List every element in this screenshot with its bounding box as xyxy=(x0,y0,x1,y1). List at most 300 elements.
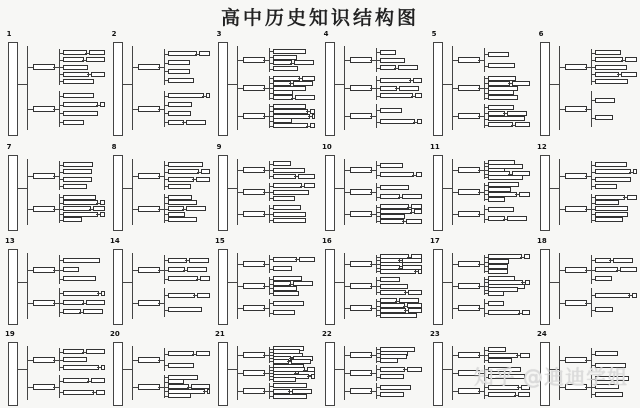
panel-number: 11 xyxy=(430,143,440,151)
connector-line xyxy=(376,161,377,180)
connector-line xyxy=(27,253,28,319)
connector-line xyxy=(376,104,377,128)
topic-node xyxy=(33,384,55,390)
detail-node xyxy=(186,120,206,125)
subtopic-node xyxy=(380,358,398,363)
subtopic-node xyxy=(273,190,309,195)
panel-number: 4 xyxy=(323,30,329,38)
topic-node xyxy=(350,305,372,311)
topic-node xyxy=(138,357,160,363)
topic-node xyxy=(458,167,480,173)
detail-node xyxy=(100,102,105,107)
detail-node xyxy=(100,200,105,205)
topic-node xyxy=(33,206,55,212)
topic-node xyxy=(565,267,587,273)
subtopic-node xyxy=(595,177,631,182)
detail-node xyxy=(408,290,422,295)
subtopic-node xyxy=(63,217,82,222)
subtopic-node xyxy=(63,93,94,98)
topic-node xyxy=(565,173,587,179)
topic-node xyxy=(350,388,372,394)
detail-node xyxy=(524,254,530,259)
subtopic-node xyxy=(595,50,621,55)
connector-line xyxy=(585,303,591,304)
connector-line xyxy=(559,253,560,319)
subtopic-node xyxy=(595,169,631,174)
connector-line xyxy=(585,176,591,177)
mind-map-panel xyxy=(322,237,422,327)
panel-topic-bar xyxy=(325,155,335,231)
connector-line xyxy=(478,116,484,117)
subtopic-node xyxy=(63,184,87,189)
connector-line xyxy=(263,264,269,265)
topic-node xyxy=(243,189,265,195)
panel-topic-bar xyxy=(540,42,550,136)
subtopic-node xyxy=(595,162,627,167)
subtopic-node xyxy=(273,161,291,166)
topic-node xyxy=(33,64,55,70)
topic-node xyxy=(243,305,265,311)
panel-number: 15 xyxy=(215,237,225,245)
panel-number: 7 xyxy=(6,143,12,151)
subtopic-node xyxy=(63,102,98,107)
topic-node xyxy=(350,283,372,289)
connector-line xyxy=(263,308,269,309)
subtopic-node xyxy=(488,301,504,306)
mind-map-panel xyxy=(430,237,530,327)
detail-node xyxy=(304,183,315,188)
mind-map-panel xyxy=(322,30,422,138)
connector-line xyxy=(18,84,27,85)
mind-map-panel xyxy=(537,237,637,327)
topic-node xyxy=(243,352,265,358)
detail-node xyxy=(525,280,530,285)
subtopic-node xyxy=(63,357,87,362)
mind-map-panel xyxy=(5,143,105,233)
subtopic-node xyxy=(380,163,403,168)
page-title: 高中历史知识结构图 xyxy=(220,7,419,29)
topic-node xyxy=(565,64,587,70)
panel-number: 19 xyxy=(5,330,15,338)
connector-line xyxy=(123,282,132,283)
detail-node xyxy=(311,374,315,379)
connector-line xyxy=(59,375,60,398)
subtopic-node xyxy=(488,310,520,315)
panel-topic-bar xyxy=(8,155,18,231)
panel-number: 18 xyxy=(537,237,547,245)
subtopic-node xyxy=(273,212,306,217)
subtopic-node xyxy=(273,218,306,223)
topic-node xyxy=(138,106,160,112)
panel-topic-bar xyxy=(218,155,228,231)
panel-topic-bar xyxy=(8,42,18,136)
subtopic-node xyxy=(63,365,99,370)
panel-topic-bar xyxy=(113,342,123,406)
topic-node xyxy=(350,113,372,119)
panel-topic-bar xyxy=(433,155,443,231)
detail-node xyxy=(632,293,637,298)
detail-node xyxy=(86,349,105,354)
detail-node xyxy=(196,177,210,182)
subtopic-node xyxy=(595,392,623,397)
detail-node xyxy=(519,192,530,197)
subtopic-node xyxy=(380,385,411,390)
subtopic-node xyxy=(63,291,99,296)
subtopic-node xyxy=(273,95,293,100)
subtopic-node xyxy=(168,111,191,116)
subtopic-node xyxy=(380,185,409,190)
detail-node xyxy=(83,309,103,314)
topic-node xyxy=(33,357,55,363)
subtopic-node xyxy=(273,49,306,54)
subtopic-node xyxy=(168,217,197,222)
subtopic-node xyxy=(63,57,84,62)
subtopic-node xyxy=(273,168,305,173)
topic-node xyxy=(350,167,372,173)
connector-line xyxy=(376,383,377,398)
subtopic-node xyxy=(63,50,87,55)
detail-node xyxy=(418,269,422,274)
topic-node xyxy=(138,267,160,273)
subtopic-node xyxy=(595,72,619,77)
connector-line xyxy=(53,387,59,388)
panel-number: 13 xyxy=(5,237,15,245)
topic-node xyxy=(138,206,160,212)
subtopic-node xyxy=(488,175,523,180)
panel-topic-bar xyxy=(540,155,550,231)
mind-map-panel xyxy=(110,30,210,138)
mind-map-panel xyxy=(215,143,315,233)
subtopic-node xyxy=(168,363,194,368)
connector-line xyxy=(484,205,485,224)
connector-line xyxy=(484,299,485,318)
connector-line xyxy=(158,176,164,177)
connector-line xyxy=(228,282,237,283)
detail-node xyxy=(415,93,422,98)
subtopic-node xyxy=(168,169,199,174)
topic-node xyxy=(565,300,587,306)
mind-map-panel xyxy=(215,30,315,138)
subtopic-node xyxy=(63,378,89,383)
subtopic-node xyxy=(488,291,504,296)
subtopic-node xyxy=(380,50,396,55)
subtopic-node xyxy=(595,212,628,217)
connector-line xyxy=(18,369,27,370)
subtopic-node xyxy=(380,277,400,282)
subtopic-node xyxy=(168,184,191,189)
connector-line xyxy=(478,391,484,392)
subtopic-node xyxy=(380,374,404,379)
mind-map-panel xyxy=(110,237,210,327)
connector-line xyxy=(376,183,377,202)
panel-number: 3 xyxy=(216,30,222,38)
panel-number: 1 xyxy=(6,30,12,38)
panel-number: 22 xyxy=(322,330,332,338)
panel-number: 12 xyxy=(537,143,547,151)
detail-node xyxy=(93,206,105,211)
detail-node xyxy=(620,267,637,272)
detail-node xyxy=(89,50,105,55)
panel-number: 17 xyxy=(430,237,440,245)
detail-node xyxy=(520,353,530,358)
subtopic-node xyxy=(380,367,405,372)
subtopic-node xyxy=(273,123,308,128)
subtopic-node xyxy=(595,293,630,298)
panel-topic-bar xyxy=(433,42,443,136)
mind-map-panel xyxy=(215,237,315,327)
subtopic-node xyxy=(168,293,195,298)
connector-line xyxy=(443,282,452,283)
panel-number: 9 xyxy=(216,143,222,151)
detail-node xyxy=(91,72,105,77)
connector-line xyxy=(370,116,376,117)
connector-line xyxy=(123,84,132,85)
topic-node xyxy=(243,388,265,394)
connector-line xyxy=(164,288,165,316)
detail-node xyxy=(613,258,633,263)
subtopic-node xyxy=(380,58,405,63)
topic-node xyxy=(350,57,372,63)
panel-topic-bar xyxy=(218,249,228,325)
detail-node xyxy=(196,351,210,356)
topic-node xyxy=(243,113,265,119)
connector-line xyxy=(132,346,133,400)
connector-line xyxy=(559,46,560,130)
subtopic-node xyxy=(63,206,91,211)
subtopic-node xyxy=(595,276,612,281)
panel-number: 8 xyxy=(111,143,117,151)
connector-line xyxy=(370,391,376,392)
topic-node xyxy=(565,206,587,212)
panel-number: 20 xyxy=(110,330,120,338)
panel-topic-bar xyxy=(8,342,18,406)
connector-line xyxy=(478,60,484,61)
panel-topic-bar xyxy=(325,249,335,325)
subtopic-node xyxy=(595,351,618,356)
connector-line xyxy=(269,255,270,274)
topic-node xyxy=(243,370,265,376)
panel-topic-bar xyxy=(113,155,123,231)
topic-node xyxy=(33,173,55,179)
topic-node xyxy=(243,283,265,289)
subtopic-node xyxy=(380,392,404,397)
detail-node xyxy=(625,57,637,62)
subtopic-node xyxy=(63,72,89,77)
panel-number: 6 xyxy=(538,30,544,38)
panel-topic-bar xyxy=(433,249,443,325)
connector-line xyxy=(478,192,484,193)
subtopic-node xyxy=(595,307,613,312)
mind-map-panel xyxy=(322,143,422,233)
subtopic-node xyxy=(273,310,295,315)
connector-line xyxy=(550,282,559,283)
subtopic-node xyxy=(63,300,84,305)
subtopic-node xyxy=(595,98,615,103)
topic-node xyxy=(458,261,480,267)
detail-node xyxy=(633,169,637,174)
mind-map-panel xyxy=(5,330,105,408)
subtopic-node xyxy=(168,78,194,83)
subtopic-node xyxy=(168,200,197,205)
detail-node xyxy=(398,65,418,70)
subtopic-node xyxy=(168,60,190,65)
subtopic-node xyxy=(380,172,414,177)
detail-node xyxy=(310,123,315,128)
subtopic-node xyxy=(273,394,307,399)
connector-line xyxy=(228,188,237,189)
mind-map-panel xyxy=(110,330,210,408)
panel-topic-bar xyxy=(8,249,18,325)
subtopic-node xyxy=(595,217,623,222)
subtopic-node xyxy=(168,195,192,200)
watermark: 知乎 @迪迪学姐 xyxy=(473,365,628,389)
connector-line xyxy=(158,67,164,68)
connector-line xyxy=(443,188,452,189)
panel-topic-bar xyxy=(325,42,335,136)
subtopic-node xyxy=(488,95,518,100)
topic-node xyxy=(350,85,372,91)
connector-line xyxy=(335,369,344,370)
connector-line xyxy=(585,109,591,110)
connector-line xyxy=(164,348,165,371)
connector-line xyxy=(228,369,237,370)
subtopic-node xyxy=(63,195,96,200)
subtopic-node xyxy=(595,65,627,70)
detail-node xyxy=(197,293,210,298)
subtopic-node xyxy=(488,207,514,212)
topic-node xyxy=(243,85,265,91)
panel-number: 10 xyxy=(322,143,332,151)
subtopic-node xyxy=(488,197,505,202)
subtopic-node xyxy=(273,66,298,71)
subtopic-node xyxy=(488,52,509,57)
subtopic-node xyxy=(168,307,202,312)
panel-topic-bar xyxy=(113,249,123,325)
topic-node xyxy=(458,57,480,63)
detail-node xyxy=(416,172,422,177)
detail-node xyxy=(294,60,314,65)
subtopic-node xyxy=(63,162,93,167)
panel-topic-bar xyxy=(540,249,550,325)
detail-node xyxy=(86,57,105,62)
connector-line xyxy=(269,299,270,318)
subtopic-node xyxy=(168,102,192,107)
panel-topic-bar xyxy=(433,342,443,406)
topic-node xyxy=(350,370,372,376)
subtopic-node xyxy=(595,184,617,189)
panel-number: 14 xyxy=(110,237,120,245)
connector-line xyxy=(132,159,133,225)
topic-node xyxy=(138,300,160,306)
connector-line xyxy=(591,288,592,316)
subtopic-node xyxy=(63,212,98,217)
connector-line xyxy=(443,369,452,370)
connector-line xyxy=(27,159,28,225)
connector-line xyxy=(370,373,376,374)
connector-line xyxy=(443,84,452,85)
subtopic-node xyxy=(63,120,84,125)
subtopic-node xyxy=(380,78,411,83)
detail-node xyxy=(207,389,210,394)
topic-node xyxy=(138,173,160,179)
subtopic-node xyxy=(595,195,625,200)
detail-node xyxy=(402,258,422,263)
detail-node xyxy=(101,291,105,296)
subtopic-node xyxy=(488,392,516,397)
detail-node xyxy=(299,257,315,262)
subtopic-node xyxy=(273,301,304,306)
connector-line xyxy=(370,214,376,215)
subtopic-node xyxy=(595,57,623,62)
connector-line xyxy=(484,48,485,72)
detail-node xyxy=(515,122,530,127)
subtopic-node xyxy=(168,212,185,217)
detail-node xyxy=(627,195,637,200)
connector-line xyxy=(478,214,484,215)
subtopic-node xyxy=(595,115,613,120)
detail-node xyxy=(96,390,105,395)
detail-node xyxy=(91,378,105,383)
subtopic-node xyxy=(273,257,297,262)
subtopic-node xyxy=(273,266,292,271)
mind-map-panel xyxy=(322,330,422,408)
detail-node xyxy=(100,212,105,217)
subtopic-node xyxy=(380,219,404,224)
subtopic-node xyxy=(273,205,301,210)
panel-number: 5 xyxy=(431,30,437,38)
topic-node xyxy=(243,261,265,267)
connector-line xyxy=(27,46,28,130)
subtopic-node xyxy=(63,79,94,84)
detail-node xyxy=(189,258,209,263)
topic-node xyxy=(350,189,372,195)
connector-line xyxy=(370,308,376,309)
subtopic-node xyxy=(63,349,84,354)
subtopic-node xyxy=(273,55,297,60)
detail-node xyxy=(200,276,210,281)
subtopic-node xyxy=(63,65,88,70)
connector-line xyxy=(132,46,133,130)
subtopic-node xyxy=(63,111,98,116)
panel-topic-bar xyxy=(218,42,228,136)
subtopic-node xyxy=(63,276,96,281)
detail-node xyxy=(507,111,527,116)
detail-node xyxy=(407,367,422,372)
topic-node xyxy=(350,352,372,358)
connector-line xyxy=(18,188,27,189)
subtopic-node xyxy=(63,267,79,272)
detail-node xyxy=(399,86,419,91)
topic-node xyxy=(350,261,372,267)
topic-node xyxy=(350,211,372,217)
mind-map-panel xyxy=(5,237,105,327)
subtopic-node xyxy=(63,177,92,182)
connector-line xyxy=(370,355,376,356)
subtopic-node xyxy=(168,177,194,182)
mind-map-panel xyxy=(430,143,530,233)
connector-line xyxy=(123,369,132,370)
connector-line xyxy=(550,188,559,189)
subtopic-node xyxy=(168,51,197,56)
panel-number: 23 xyxy=(430,330,440,338)
connector-line xyxy=(370,192,376,193)
detail-node xyxy=(101,365,105,370)
subtopic-node xyxy=(273,196,295,201)
detail-node xyxy=(402,194,422,199)
subtopic-node xyxy=(488,105,514,110)
subtopic-node xyxy=(488,269,508,274)
subtopic-node xyxy=(273,291,299,296)
